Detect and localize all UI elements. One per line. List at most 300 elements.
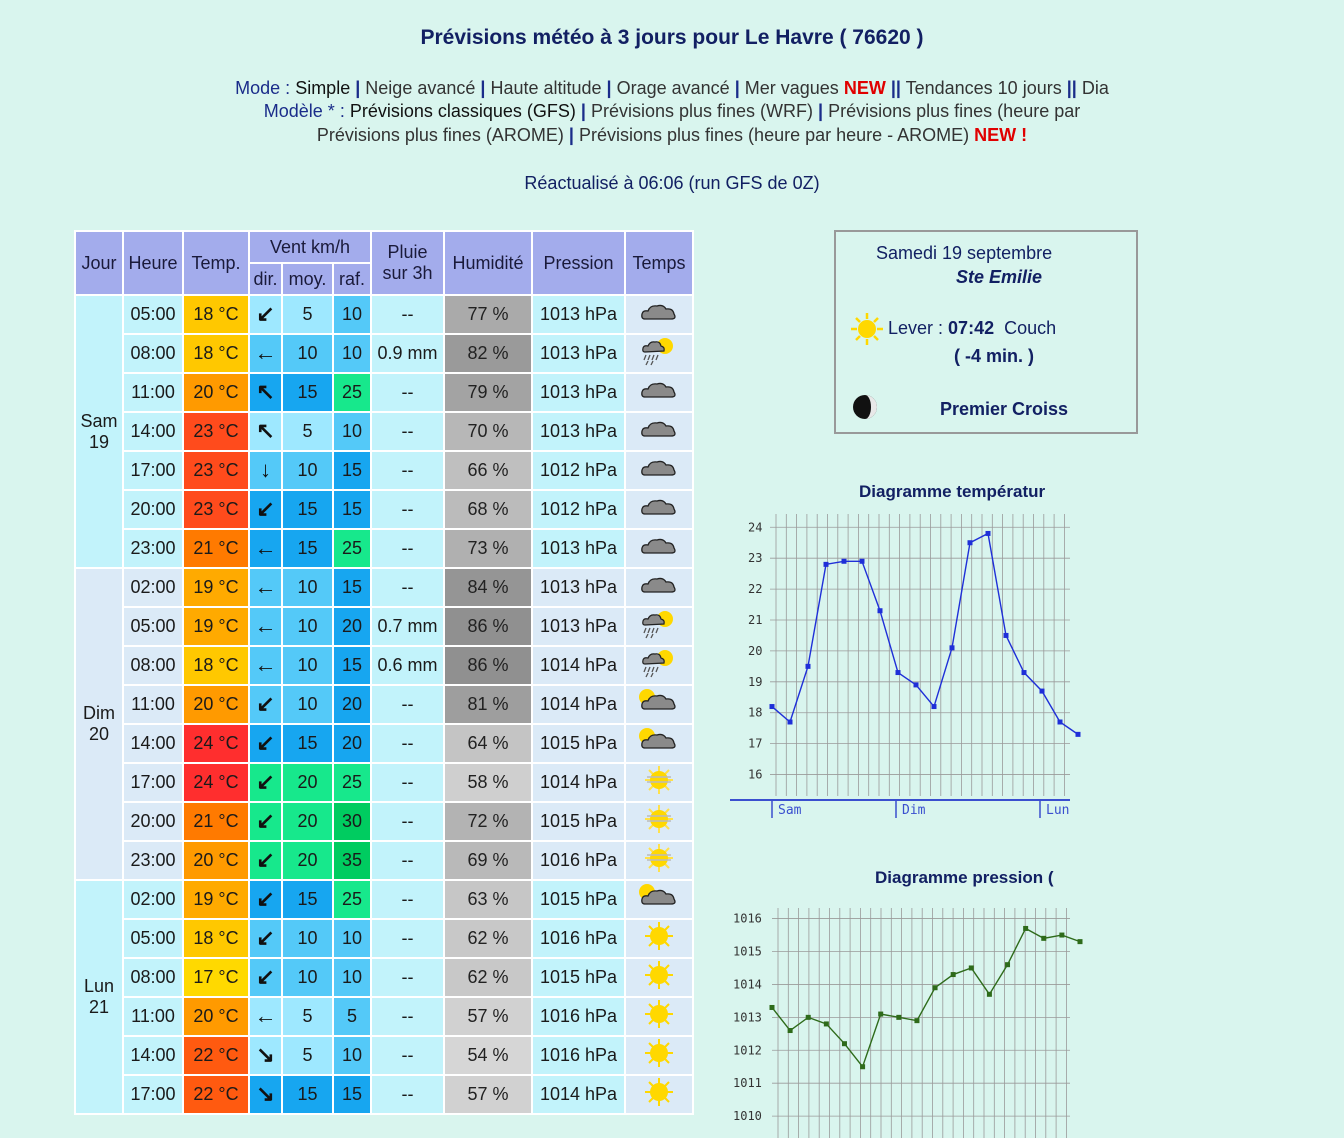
wind-gust-cell: 35	[333, 841, 371, 880]
data-point	[824, 562, 829, 567]
pressure-cell: 1016 hPa	[532, 997, 625, 1036]
forecast-row	[75, 919, 693, 958]
rain-cell: --	[371, 1075, 444, 1114]
pressure-cell: 1013 hPa	[532, 373, 625, 412]
humidity-cell: 84 %	[444, 568, 532, 607]
day-number: 19	[88, 431, 110, 452]
daylength-delta: ( -4 min. )	[954, 346, 1034, 366]
rain-cell: --	[371, 1036, 444, 1075]
col-pression: Pression	[532, 231, 625, 295]
forecast-row	[75, 724, 693, 763]
wind-arrow-icon: ↙	[256, 847, 275, 872]
weather-sun-cloud-icon	[637, 882, 681, 912]
forecast-row	[75, 334, 693, 373]
rain-cell: --	[371, 763, 444, 802]
data-point	[914, 682, 919, 687]
forecast-row	[75, 451, 693, 490]
data-point	[788, 1028, 793, 1033]
pressure-cell: 1015 hPa	[532, 958, 625, 997]
day-label: Sam	[80, 410, 118, 431]
humidity-cell: 57 %	[444, 997, 532, 1036]
temp-cell: 20 °C	[183, 841, 249, 880]
humidity-cell: 69 %	[444, 841, 532, 880]
weather-cell	[625, 841, 693, 880]
data-point	[1004, 633, 1009, 638]
weather-sun-cloud-icon	[637, 687, 681, 717]
wind-avg-cell: 15	[282, 490, 333, 529]
wind-avg-cell: 15	[282, 880, 333, 919]
y-tick-label: 23	[748, 551, 763, 566]
rain-cell: --	[371, 295, 444, 334]
hour-cell: 23:00	[123, 841, 183, 880]
rain-cell: --	[371, 841, 444, 880]
data-point	[950, 645, 955, 650]
rain-cell: --	[371, 997, 444, 1036]
temp-cell: 22 °C	[183, 1075, 249, 1114]
wind-gust-cell: 10	[333, 1036, 371, 1075]
wind-arrow-icon: ←	[254, 535, 277, 560]
wind-avg-cell: 10	[282, 958, 333, 997]
hour-cell: 17:00	[123, 1075, 183, 1114]
pressure-cell: 1013 hPa	[532, 568, 625, 607]
moon-phase: Premier Croiss	[940, 399, 1069, 419]
wind-gust-cell: 15	[333, 646, 371, 685]
weather-cell	[625, 451, 693, 490]
weather-cell	[625, 490, 693, 529]
hour-cell: 11:00	[123, 685, 183, 724]
wind-dir-cell	[249, 919, 282, 958]
mode-simple-link[interactable]: Simple	[295, 78, 351, 98]
day-label: Lun	[83, 976, 115, 996]
humidity-cell: 72 %	[444, 802, 532, 841]
data-point	[842, 1041, 847, 1046]
y-tick-label: 19	[748, 674, 763, 689]
mode-altitude-link[interactable]: Haute altitude	[490, 78, 602, 98]
data-point	[824, 1021, 829, 1026]
pressure-cell: 1016 hPa	[532, 919, 625, 958]
temp-cell: 18 °C	[183, 295, 249, 334]
mode-neige-link[interactable]: Neige avancé	[365, 78, 476, 98]
day-number: 20	[88, 724, 110, 744]
pressure-cell: 1013 hPa	[532, 607, 625, 646]
temp-cell: 20 °C	[183, 685, 249, 724]
wind-dir-cell	[249, 724, 282, 763]
weather-cell	[625, 295, 693, 334]
hour-cell: 05:00	[123, 919, 183, 958]
weather-cell	[625, 802, 693, 841]
temp-cell: 19 °C	[183, 607, 249, 646]
humidity-cell: 73 %	[444, 529, 532, 568]
weather-hazy-sun-icon	[637, 843, 681, 873]
col-humidite: Humidité	[444, 231, 532, 295]
temp-cell: 18 °C	[183, 646, 249, 685]
forecast-row	[75, 880, 693, 919]
weather-cloud-icon	[637, 531, 681, 561]
pressure-cell: 1015 hPa	[532, 802, 625, 841]
data-point	[860, 559, 865, 564]
rain-cell: --	[371, 373, 444, 412]
sun-icon	[850, 312, 884, 346]
weather-cell	[625, 958, 693, 997]
rain-cell: --	[371, 529, 444, 568]
y-tick-label: 1014	[733, 977, 762, 992]
sunrise-info: Lever : 07:42 Couch	[888, 318, 1057, 338]
wind-avg-cell: 15	[282, 529, 333, 568]
wind-gust-cell: 20	[333, 724, 371, 763]
weather-cell	[625, 1036, 693, 1075]
y-tick-label: 17	[748, 736, 763, 751]
humidity-cell: 68 %	[444, 490, 532, 529]
y-tick-label: 1013	[733, 1010, 762, 1025]
humidity-cell: 57 %	[444, 1075, 532, 1114]
wind-gust-cell: 15	[333, 451, 371, 490]
temp-cell: 22 °C	[183, 1036, 249, 1075]
pressure-cell: 1014 hPa	[532, 763, 625, 802]
y-tick-label: 1011	[733, 1076, 762, 1091]
wind-arrow-icon: ←	[254, 613, 277, 638]
mode-label: Mode	[235, 78, 281, 98]
data-point	[788, 720, 793, 725]
rain-cell: --	[371, 880, 444, 919]
weather-hazy-sun-icon	[637, 765, 681, 795]
weather-cloud-icon	[637, 375, 681, 405]
mode-nav: Mode : Simple | Neige avancé | Haute altitude | Orage avancé | Mer vagues NEW || Tendances 10 jours || Dia	[235, 78, 1109, 98]
data-point	[951, 972, 956, 977]
model-gfs-link[interactable]: Prévisions classiques (GFS)	[349, 101, 576, 121]
forecast-row	[75, 529, 693, 568]
forecast-row	[75, 412, 693, 451]
wind-dir-cell	[249, 568, 282, 607]
weather-cloud-icon	[637, 453, 681, 483]
pressure-cell: 1013 hPa	[532, 529, 625, 568]
temp-cell: 20 °C	[183, 373, 249, 412]
temp-cell: 18 °C	[183, 919, 249, 958]
weather-cell	[625, 412, 693, 451]
model-wrf-link[interactable]: Prévisions plus fines (WRF)	[590, 101, 814, 121]
pressure-chart-title: Diagramme pression (	[875, 868, 1054, 887]
data-point	[1023, 926, 1028, 931]
wind-arrow-icon: ←	[254, 340, 277, 365]
weather-cell	[625, 919, 693, 958]
weather-sun-icon	[637, 999, 681, 1029]
wind-dir-cell	[249, 646, 282, 685]
pressure-cell: 1014 hPa	[532, 646, 625, 685]
forecast-row	[75, 997, 693, 1036]
wind-dir-cell	[249, 763, 282, 802]
wind-dir-cell	[249, 958, 282, 997]
pressure-chart	[730, 892, 1070, 1138]
wind-gust-cell: 15	[333, 490, 371, 529]
humidity-cell: 82 %	[444, 334, 532, 373]
forecast-row	[75, 802, 693, 841]
forecast-row	[75, 568, 693, 607]
day-cell	[75, 568, 123, 880]
hour-cell: 20:00	[123, 490, 183, 529]
rain-cell: 0.9 mm	[371, 334, 444, 373]
model-wrf-hourly-link[interactable]: Prévisions plus fines (heure par	[828, 101, 1081, 121]
data-point	[1005, 962, 1010, 967]
wind-gust-cell: 10	[333, 334, 371, 373]
forecast-row	[75, 1036, 693, 1075]
temp-cell: 17 °C	[183, 958, 249, 997]
wind-gust-cell: 20	[333, 685, 371, 724]
humidity-cell: 86 %	[444, 607, 532, 646]
pressure-cell: 1015 hPa	[532, 724, 625, 763]
mode-mer-link[interactable]: Mer vagues	[744, 78, 839, 98]
forecast-row	[75, 373, 693, 412]
wind-arrow-icon: ↖	[256, 379, 275, 404]
wind-gust-cell: 15	[333, 1075, 371, 1114]
pressure-cell: 1013 hPa	[532, 334, 625, 373]
humidity-cell: 62 %	[444, 958, 532, 997]
y-tick-label: 18	[748, 705, 763, 720]
wind-avg-cell: 20	[282, 841, 333, 880]
model-arome-hourly-link[interactable]: Prévisions plus fines (heure par heure - AROME)	[578, 125, 970, 145]
weather-cloud-icon	[637, 492, 681, 522]
wind-gust-cell: 25	[333, 880, 371, 919]
wind-avg-cell: 5	[282, 1036, 333, 1075]
weather-cell	[625, 568, 693, 607]
wind-gust-cell: 25	[333, 373, 371, 412]
data-point	[969, 965, 974, 970]
rain-cell: --	[371, 451, 444, 490]
model-nav-line1: Modèle * : Prévisions classiques (GFS) | Prévisions plus fines (WRF) | Prévisions plus fines (heure par	[263, 101, 1081, 121]
mode-orage-link[interactable]: Orage avancé	[616, 78, 730, 98]
wind-avg-cell: 10	[282, 646, 333, 685]
wind-gust-cell: 25	[333, 763, 371, 802]
forecast-row	[75, 607, 693, 646]
wind-dir-cell	[249, 1036, 282, 1075]
humidity-cell: 64 %	[444, 724, 532, 763]
temp-cell: 24 °C	[183, 724, 249, 763]
weather-cell	[625, 1075, 693, 1114]
wind-avg-cell: 15	[282, 1075, 333, 1114]
hour-cell: 23:00	[123, 529, 183, 568]
humidity-cell: 58 %	[444, 763, 532, 802]
humidity-cell: 86 %	[444, 646, 532, 685]
wind-arrow-icon: ↙	[256, 964, 275, 989]
data-point	[806, 664, 811, 669]
col-jour: Jour	[75, 231, 123, 295]
pressure-cell: 1012 hPa	[532, 451, 625, 490]
col-temps: Temps	[625, 231, 693, 295]
wind-dir-cell	[249, 451, 282, 490]
mode-tendances-link[interactable]: Tendances 10 jours	[905, 78, 1062, 98]
col-heure: Heure	[123, 231, 183, 295]
wind-dir-cell	[249, 997, 282, 1036]
wind-gust-cell: 20	[333, 607, 371, 646]
temp-cell: 19 °C	[183, 568, 249, 607]
rain-cell: --	[371, 724, 444, 763]
hour-cell: 14:00	[123, 724, 183, 763]
wind-avg-cell: 15	[282, 724, 333, 763]
wind-arrow-icon: ←	[254, 652, 277, 677]
temperature-chart	[730, 500, 1070, 830]
wind-arrow-icon: ↙	[256, 769, 275, 794]
day-number: 21	[88, 997, 110, 1017]
temp-cell: 19 °C	[183, 880, 249, 919]
series-line	[772, 533, 1078, 734]
y-tick-label: 1015	[733, 944, 762, 959]
weather-rain-sun-icon	[637, 609, 681, 639]
temp-cell: 23 °C	[183, 412, 249, 451]
hour-cell: 11:00	[123, 997, 183, 1036]
wind-dir-cell	[249, 802, 282, 841]
rain-cell: --	[371, 958, 444, 997]
wind-avg-cell: 5	[282, 412, 333, 451]
weather-rain-sun-icon	[637, 648, 681, 678]
pressure-cell: 1013 hPa	[532, 412, 625, 451]
rain-cell: --	[371, 412, 444, 451]
hour-cell: 17:00	[123, 763, 183, 802]
data-point	[933, 985, 938, 990]
data-point	[860, 1064, 865, 1069]
y-tick-label: 24	[748, 520, 763, 535]
wind-avg-cell: 10	[282, 919, 333, 958]
weather-cell	[625, 529, 693, 568]
data-point	[896, 1015, 901, 1020]
temp-cell: 21 °C	[183, 529, 249, 568]
ephemeris-box	[834, 230, 1138, 434]
ephemeris-date: Samedi 19 septembre	[876, 243, 1053, 263]
forecast-row	[75, 646, 693, 685]
data-point	[1059, 933, 1064, 938]
forecast-row	[75, 490, 693, 529]
wind-arrow-icon: ↙	[256, 808, 275, 833]
pressure-cell: 1012 hPa	[532, 490, 625, 529]
hour-cell: 11:00	[123, 373, 183, 412]
humidity-cell: 79 %	[444, 373, 532, 412]
pressure-cell: 1013 hPa	[532, 295, 625, 334]
data-point	[1022, 670, 1027, 675]
weather-cloud-icon	[637, 414, 681, 444]
pressure-cell: 1016 hPa	[532, 841, 625, 880]
wind-dir-cell	[249, 412, 282, 451]
x-tick-label: Dim	[902, 803, 926, 818]
y-tick-label: 1016	[733, 911, 762, 926]
wind-gust-cell: 15	[333, 568, 371, 607]
rain-cell: --	[371, 490, 444, 529]
col-moy: moy.	[282, 263, 333, 295]
saint-of-day: Ste Emilie	[956, 267, 1043, 287]
temp-cell: 24 °C	[183, 763, 249, 802]
wind-arrow-icon: ←	[254, 574, 277, 599]
x-tick-label: Lun	[1046, 803, 1070, 818]
wind-dir-cell	[249, 490, 282, 529]
hour-cell: 05:00	[123, 295, 183, 334]
temp-cell: 18 °C	[183, 334, 249, 373]
wind-avg-cell: 10	[282, 451, 333, 490]
forecast-row	[75, 841, 693, 880]
new-badge: NEW	[843, 78, 886, 98]
model-label: Modèle *	[263, 101, 335, 121]
model-arome-link[interactable]: Prévisions plus fines (AROME)	[316, 125, 564, 145]
wind-dir-cell	[249, 685, 282, 724]
wind-arrow-icon: ↙	[256, 730, 275, 755]
wind-avg-cell: 20	[282, 802, 333, 841]
data-point	[1058, 720, 1063, 725]
hour-cell: 20:00	[123, 802, 183, 841]
wind-dir-cell	[249, 1075, 282, 1114]
data-point	[878, 1012, 883, 1017]
hour-cell: 08:00	[123, 334, 183, 373]
data-point	[1078, 939, 1083, 944]
hour-cell: 14:00	[123, 1036, 183, 1075]
humidity-cell: 70 %	[444, 412, 532, 451]
wind-arrow-icon: ←	[254, 1003, 277, 1028]
weather-sun-icon	[637, 921, 681, 951]
wind-dir-cell	[249, 607, 282, 646]
wind-dir-cell	[249, 295, 282, 334]
weather-hazy-sun-icon	[637, 804, 681, 834]
hour-cell: 14:00	[123, 412, 183, 451]
data-point	[1076, 732, 1081, 737]
wind-arrow-icon: ↖	[256, 418, 275, 443]
wind-arrow-icon: ↘	[256, 1042, 275, 1067]
weather-cell	[625, 880, 693, 919]
data-point	[987, 992, 992, 997]
weather-sun-icon	[637, 1077, 681, 1107]
humidity-cell: 81 %	[444, 685, 532, 724]
wind-arrow-icon: ↙	[256, 925, 275, 950]
humidity-cell: 62 %	[444, 919, 532, 958]
wind-arrow-icon: ↓	[260, 457, 271, 482]
data-point	[914, 1018, 919, 1023]
wind-avg-cell: 20	[282, 763, 333, 802]
wind-gust-cell: 10	[333, 919, 371, 958]
weather-cell	[625, 724, 693, 763]
weather-cell	[625, 646, 693, 685]
wind-avg-cell: 10	[282, 685, 333, 724]
wind-avg-cell: 5	[282, 997, 333, 1036]
wind-avg-cell: 10	[282, 607, 333, 646]
rain-cell: --	[371, 685, 444, 724]
forecast-row	[75, 958, 693, 997]
data-point	[842, 559, 847, 564]
hour-cell: 08:00	[123, 646, 183, 685]
wind-arrow-icon: ↙	[256, 301, 275, 326]
forecast-table	[74, 230, 694, 1115]
data-point	[878, 608, 883, 613]
wind-avg-cell: 5	[282, 295, 333, 334]
wind-dir-cell	[249, 880, 282, 919]
pressure-cell: 1014 hPa	[532, 1075, 625, 1114]
humidity-cell: 63 %	[444, 880, 532, 919]
y-tick-label: 20	[748, 643, 763, 658]
col-dir: dir.	[249, 263, 282, 295]
wind-dir-cell	[249, 373, 282, 412]
model-nav-line2: Prévisions plus fines (AROME) | Prévisions plus fines (heure par heure - AROME) NEW !	[316, 125, 1028, 145]
weather-sun-cloud-icon	[637, 726, 681, 756]
mode-dia-link[interactable]: Dia	[1081, 78, 1109, 98]
weather-rain-sun-icon	[637, 336, 681, 366]
weather-sun-icon	[637, 1038, 681, 1068]
temp-chart-title: Diagramme températur	[859, 482, 1046, 501]
humidity-cell: 77 %	[444, 295, 532, 334]
col-temp: Temp.	[183, 231, 249, 295]
rain-cell: 0.6 mm	[371, 646, 444, 685]
forecast-row	[75, 685, 693, 724]
weather-cell	[625, 685, 693, 724]
col-vent: Vent km/h	[249, 231, 371, 263]
data-point	[1040, 689, 1045, 694]
x-tick-label: Sam	[778, 803, 802, 818]
y-tick-label: 16	[748, 767, 763, 782]
wind-gust-cell: 30	[333, 802, 371, 841]
temp-cell: 21 °C	[183, 802, 249, 841]
col-raf: raf.	[333, 263, 371, 295]
temp-cell: 23 °C	[183, 451, 249, 490]
